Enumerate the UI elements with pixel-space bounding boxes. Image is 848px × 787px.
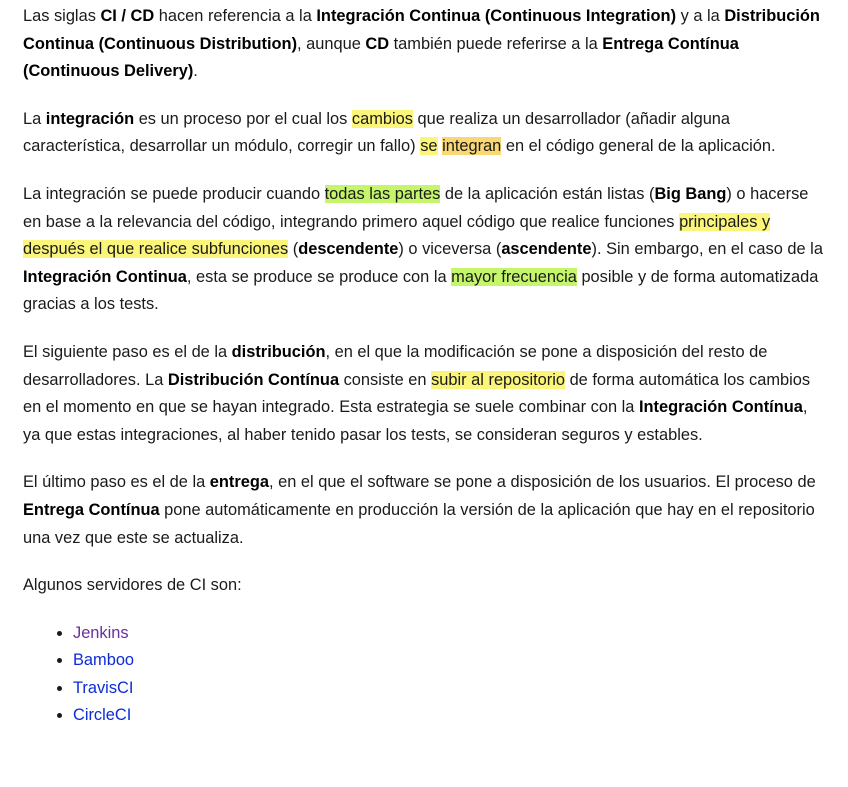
list-item: [73, 620, 828, 647]
bold-term: Entrega Contínua (Continuous Delivery): [23, 34, 739, 81]
link-circleci[interactable]: CircleCI: [73, 705, 132, 724]
text: posible y de forma automatizada gracias a los tests.: [23, 267, 819, 314]
text: El último paso es el de la: [23, 473, 210, 492]
text: , en el que el software se pone a disposición de los usuarios. El proceso de: [269, 473, 816, 492]
link-travisci[interactable]: TravisCI: [73, 678, 134, 697]
text: La: [23, 109, 46, 128]
text: también puede referirse a la: [389, 34, 603, 53]
highlight-yellow: subir al repositorio: [431, 370, 566, 389]
text: hacen referencia a la: [154, 7, 317, 25]
link-jenkins[interactable]: Jenkins: [73, 623, 129, 642]
list-item: [73, 647, 828, 674]
text: , esta se produce se produce con la: [186, 267, 452, 286]
bold-term: distribución: [231, 342, 326, 361]
bold-term: Integración Continua (Continuous Integration): [316, 7, 677, 25]
text: en el código general de la aplicación.: [501, 137, 776, 156]
text: y a la: [676, 7, 725, 25]
highlight-green: mayor frecuencia: [451, 267, 577, 286]
paragraph-ci-cd-intro: [23, 3, 828, 86]
bold-term: Entrega Contínua: [23, 500, 160, 519]
highlight-yellow: cambios: [351, 109, 413, 128]
bold-term: ascendente: [501, 240, 592, 259]
paragraph-entrega: [23, 469, 828, 552]
text: ) o hacerse en base a la relevancia del código, integrando primero aquel código que realice funciones: [23, 184, 809, 231]
paragraph-tipos-integracion: [23, 181, 828, 319]
ci-servers-list: [23, 620, 828, 730]
list-item: [73, 675, 828, 702]
bold-term: Big Bang: [654, 184, 727, 203]
bold-term: entrega: [209, 473, 269, 492]
text: Las siglas: [23, 7, 101, 25]
highlight-yellow: se: [420, 137, 438, 156]
text: Algunos servidores de CI son:: [23, 576, 242, 595]
highlight-yellow: principales y después el que realice subfunciones: [23, 212, 771, 259]
text: .: [193, 62, 198, 81]
text: , aunque: [297, 34, 366, 53]
bold-term: descendente: [298, 240, 399, 259]
text: es un proceso por el cual los: [134, 109, 352, 128]
text: que realiza un desarrollador (añadir alguna característica, desarrollar un módulo, corregir un fallo): [23, 109, 731, 156]
link-bamboo[interactable]: Bamboo: [73, 651, 135, 670]
text: (: [288, 240, 299, 259]
paragraph-integracion: [23, 106, 828, 161]
text: de la aplicación están listas (: [440, 184, 655, 203]
bold-term: CI / CD: [100, 7, 155, 25]
text: ). Sin embargo, en el caso de la: [591, 240, 823, 259]
text: El siguiente paso es el de la: [23, 342, 232, 361]
bold-term: integración: [45, 109, 135, 128]
text: ) o viceversa (: [398, 240, 502, 259]
paragraph-servidores-ci: [23, 572, 828, 600]
list-item: [73, 702, 828, 729]
text: La integración se puede producir cuando: [23, 184, 325, 203]
text: consiste en: [339, 370, 432, 389]
bold-term: Distribución Continua (Continuous Distribution): [23, 7, 820, 53]
text: , en el que la modificación se pone a disposición del resto de desarrolladores. La: [23, 342, 768, 389]
bold-term: Integración Continua: [23, 267, 187, 286]
bold-term: Integración Contínua: [638, 398, 803, 417]
paragraph-distribucion: [23, 339, 828, 449]
highlight-green: todas las partes: [324, 184, 441, 203]
bold-term: Distribución Contínua: [167, 370, 340, 389]
text: pone automáticamente en producción la versión de la aplicación que hay en el repositorio una vez que este se actualiza.: [23, 500, 815, 547]
text: , ya que estas integraciones, al haber tenido pasar los tests, se consideran seguros y estables.: [23, 398, 808, 444]
text: de forma automática los cambios en el momento en que se hayan integrado. Esta estrategia se suele combinar con la: [23, 370, 811, 417]
highlight-orange: integran: [442, 137, 502, 156]
bold-term: CD: [365, 34, 390, 53]
